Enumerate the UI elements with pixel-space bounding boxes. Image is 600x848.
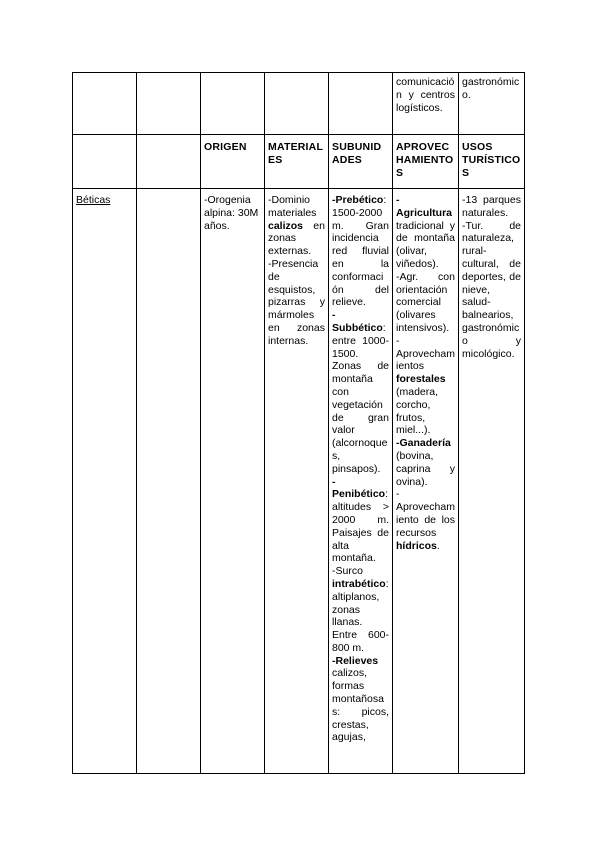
header-usos-turisticos: USOS TURÍSTICOS: [459, 135, 525, 189]
empty-cell: [201, 73, 265, 135]
materiales-cell: [265, 189, 329, 774]
aprovechamiento-agricultura: -Agricultura tradicional y de montaña (olivar, viñedos).: [396, 194, 455, 270]
header-aprovechamientos: APROVECHAMIENTOS: [393, 135, 459, 189]
header-row: [73, 135, 525, 189]
materiales-item: -Presencia de esquistos, pizarras y mármoles en zonas internas.: [268, 257, 325, 347]
aprovechamiento-agr-comercial: -Agr. con orientación comercial (olivares intensivos).: [396, 270, 455, 334]
region-cell: [73, 189, 137, 774]
uso-parques: -13 parques naturales.: [462, 194, 521, 219]
aprovechamiento-forestales: -Aprovechamientos forestales (madera, corcho, frutos, miel...).: [396, 334, 455, 437]
empty-cell: [137, 73, 201, 135]
geography-table: [72, 72, 525, 774]
header-subunidades: SUBUNIDADES: [329, 135, 393, 189]
origen-cell: -Orogenia alpina: 30M años.: [201, 189, 265, 774]
header-origen: ORIGEN: [201, 135, 265, 189]
subunidad-prebetico: -Prebético: 1500-2000 m. Gran incidencia red fluvial en la conformación del relieve.: [332, 194, 389, 309]
materiales-item: -Dominio materiales calizos en zonas externas.: [268, 194, 325, 258]
empty-cell: [329, 73, 393, 135]
empty-header-cell: [137, 135, 201, 189]
subunidad-penibetico: -Penibético: altitudes > 2000 m. Paisajes de alta montaña.: [332, 475, 389, 565]
region-name: Béticas: [76, 194, 111, 206]
aprovechamiento-ganaderia: -Ganadería (bovina, caprina y ovina).: [396, 437, 455, 488]
empty-cell: [137, 189, 201, 774]
subunidad-relieves: -Relieves calizos, formas montañosas: picos, crestas, agujas,: [332, 654, 389, 744]
empty-header-cell: [73, 135, 137, 189]
empty-cell: [265, 73, 329, 135]
empty-cell: [73, 73, 137, 135]
subunidad-intrabetico: -Surco intrabético: altiplanos, zonas llanas. Entre 600-800 m.: [332, 565, 389, 654]
aprovechamientos-cell: [393, 189, 459, 774]
usos-turisticos-cell: [459, 189, 525, 774]
subunidades-cell: [329, 189, 393, 774]
continuation-row: [73, 73, 525, 135]
aprovechamiento-hidricos: -Aprovechamiento de los recursos hídricos.: [396, 488, 455, 552]
subunidad-subbetico: -Subbético: entre 1000-1500. Zonas de montaña con vegetación de gran valor (alcornoques, pinsapos).: [332, 309, 389, 475]
beticas-row: [73, 189, 525, 774]
aprovechamientos-continuation-cell: comunicación y centros logísticos.: [393, 73, 459, 135]
uso-turismo: -Tur. de naturaleza, rural-cultural, de deportes, de nieve, salud-balnearios, gastronómico y micológico.: [462, 219, 521, 360]
header-materiales: MATERIALES: [265, 135, 329, 189]
usos-continuation-cell: gastronómico.: [459, 73, 525, 135]
